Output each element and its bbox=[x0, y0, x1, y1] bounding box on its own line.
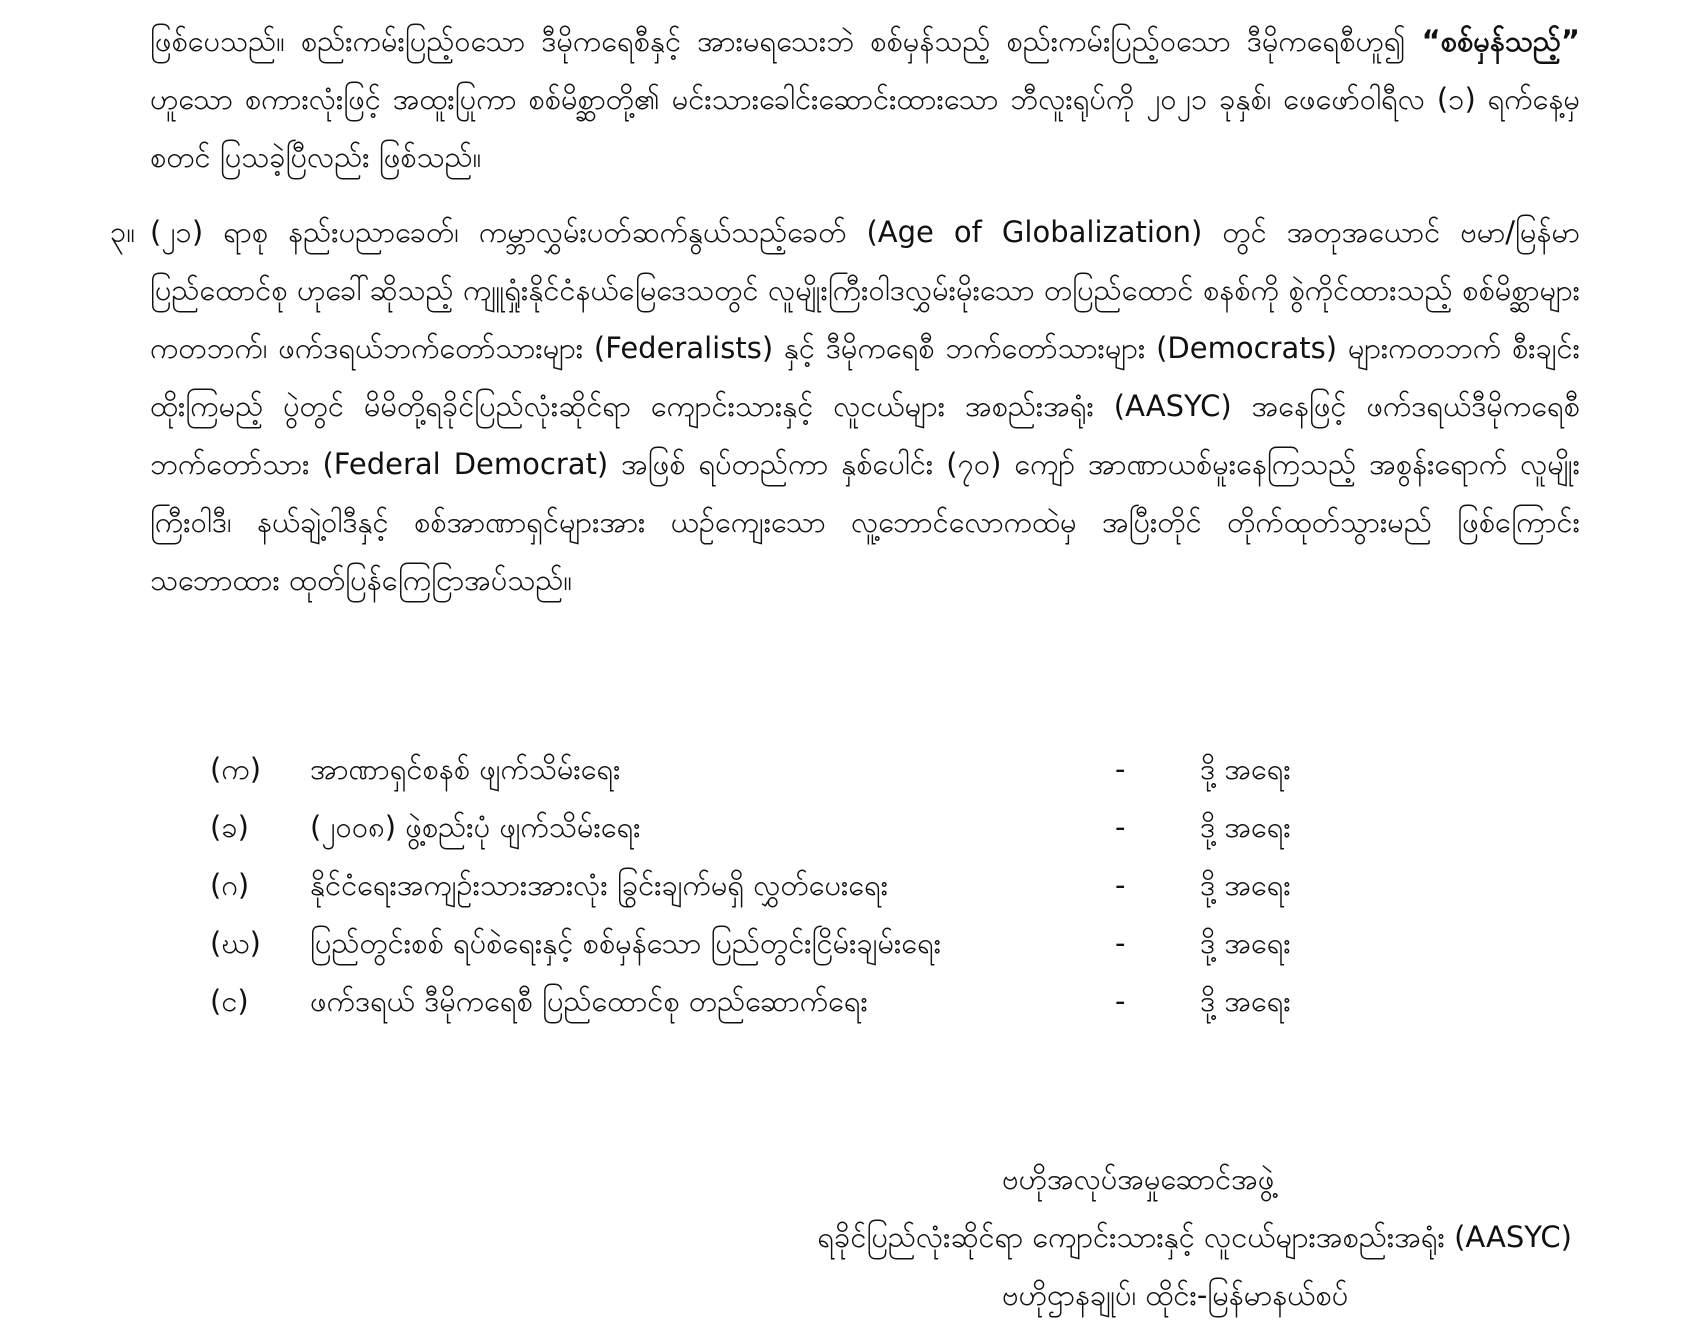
demand-slogan: ဒို့ အရေး bbox=[1200, 868, 1291, 902]
paragraph-1-text-start: ဖြစ်ပေသည်။ စည်းကမ်းပြည့်ဝသော ဒီမိုကရေစီနှင့် အားမရသေးဘဲ စစ်မှန်သည့် စည်းကမ်းပြည့်ဝသော ဒီမိုကရေစီဟူ၍ bbox=[150, 24, 1422, 58]
demand-item bbox=[0, 914, 1699, 972]
demand-slogan: ဒို့ အရေး bbox=[1200, 984, 1291, 1018]
demand-text: (၂၀၀၈) ဖွဲ့စည်းပုံ ဖျက်သိမ်းရေး bbox=[310, 810, 641, 844]
signature-headquarters: ဗဟိုဌာနချုပ်၊ ထိုင်း-မြန်မာနယ်စပ် bbox=[1002, 1278, 1349, 1312]
demand-dash: - bbox=[1115, 926, 1126, 960]
demand-marker: (ဂ) bbox=[210, 868, 250, 902]
demand-marker: (က) bbox=[210, 752, 262, 786]
demand-slogan: ဒို့ အရေး bbox=[1200, 752, 1291, 786]
demand-text: နိုင်ငံရေးအကျဉ်းသားအားလုံး ခြွင်းချက်မရှိ လွှတ်ပေးရေး bbox=[310, 868, 889, 902]
paragraph-1 bbox=[150, 12, 1580, 186]
demand-item bbox=[0, 798, 1699, 856]
demand-dash: - bbox=[1115, 810, 1126, 844]
signature-organization: ရခိုင်ပြည်လုံးဆိုင်ရာ ကျောင်းသားနှင့် လူငယ်များအစည်းအရုံး (AASYC) bbox=[817, 1220, 1572, 1254]
demand-item bbox=[0, 856, 1699, 914]
demand-text: ဖက်ဒရယ် ဒီမိုကရေစီ ပြည်ထောင်စု တည်ဆောက်ရေး bbox=[310, 984, 868, 1018]
demand-dash: - bbox=[1115, 868, 1126, 902]
demand-item bbox=[0, 740, 1699, 798]
demand-dash: - bbox=[1115, 752, 1126, 786]
demand-marker: (ဃ) bbox=[210, 926, 261, 960]
paragraph-1-text-end: ဟူသော စကားလုံးဖြင့် အထူးပြုကာ စစ်မိစ္ဆာတို့၏ မင်းသားခေါင်းဆောင်းထားသော ဘီလူးရုပ်ကို ၂၀၂၁ ခုနှစ်၊ ဖေဖော်ဝါရီလ (၁) ရက်နေ့မှ စတင် ပြသခဲ့ပြီလည်း ဖြစ်သည်။ bbox=[150, 82, 1580, 174]
paragraph-1-bold-phrase: “စစ်မှန်သည့်” bbox=[1421, 24, 1580, 58]
demand-slogan: ဒို့ အရေး bbox=[1200, 810, 1291, 844]
demand-item bbox=[0, 972, 1699, 1030]
demand-text: ပြည်တွင်းစစ် ရပ်စဲရေးနှင့် စစ်မှန်သော ပြည်တွင်းငြိမ်းချမ်းရေး bbox=[310, 926, 942, 960]
signature-block bbox=[672, 1150, 1572, 1324]
demand-dash: - bbox=[1115, 984, 1126, 1018]
demand-marker: (င) bbox=[210, 984, 249, 1018]
demand-slogan: ဒို့ အရေး bbox=[1200, 926, 1291, 960]
signature-committee: ဗဟိုအလုပ်အမှုဆောင်အဖွဲ့ bbox=[1002, 1162, 1275, 1196]
demand-marker: (ခ) bbox=[210, 810, 249, 844]
demand-text: အာဏာရှင်စနစ် ဖျက်သိမ်းရေး bbox=[310, 752, 621, 786]
paragraph-2-number: ၃။ bbox=[110, 215, 136, 249]
paragraph-2: (၂၁) ရာစု နည်းပညာခေတ်၊ ကမ္ဘာလွှမ်းပတ်ဆက်နွယ်သည့်ခေတ် (Age of Globalization) တွင် အတုအယောင် ဗမာ/မြန်မာ ပြည်ထောင်စု ဟုခေါ်ဆိုသည့် ကျူရှုံးနိုင်ငံနယ်မြေဒေသတွင် လူမျိုးကြီးဝါဒလွှမ်းမိုးသော တပြည်ထောင် စနစ်ကို စွဲကိုင်ထားသည့် စစ်မိစ္ဆာများကတဘက်၊ ဖက်ဒရယ်ဘက်တော်သားများ (Federalists) နှင့် ဒီမိုကရေစီ ဘက်တော်သားများ (Democrats) များကတဘက် စီးချင်းထိုးကြမည့် ပွဲတွင် မိမိတို့ရခိုင်ပြည်လုံးဆိုင်ရာ ကျောင်းသားနှင့် လူငယ်များ အစည်းအရုံး (AASYC) အနေဖြင့် ဖက်ဒရယ်ဒီမိုကရေစီဘက်တော်သား (Federal Democrat) အဖြစ် ရပ်တည်ကာ နှစ်ပေါင်း (၇၀) ကျော် အာဏာယစ်မူးနေကြသည့် အစွန်းရောက် လူမျိုးကြီးဝါဒီ၊ နယ်ချဲ့ဝါဒီနှင့် စစ်အာဏာရှင်များအား ယဉ်ကျေးသော လူ့ဘောင်လောကထဲမှ အပြီးတိုင် တိုက်ထုတ်သွားမည် ဖြစ်ကြောင်း သဘောထား ထုတ်ပြန်ကြေငြာအပ်သည်။ bbox=[150, 215, 1580, 597]
